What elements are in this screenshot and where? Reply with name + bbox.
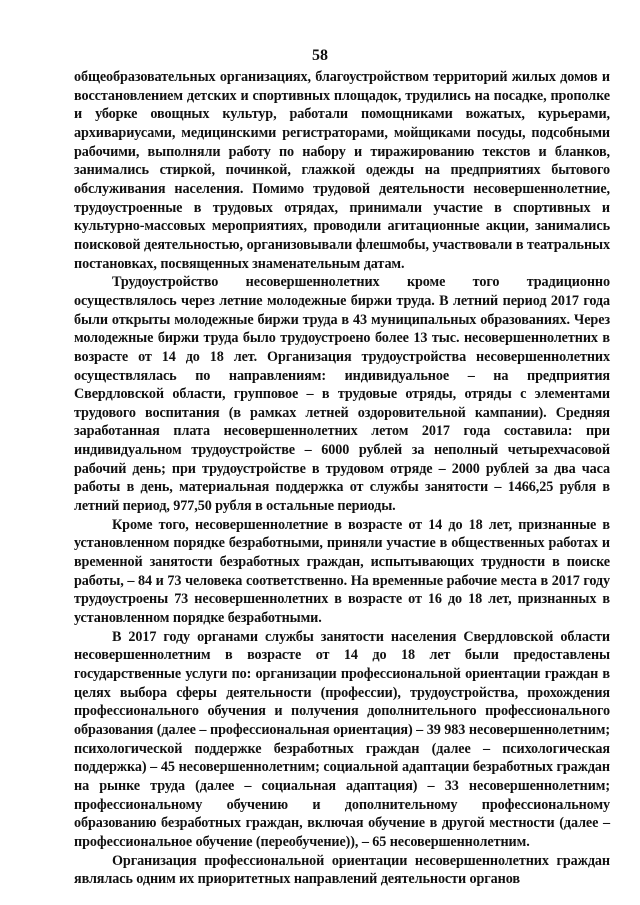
paragraph-unemployed-minors: Кроме того, несовершеннолетние в возрасте от 14 до 18 лет, признанные в установленном порядке безработными, приняли участие в общественных работах и временной занятости безработных граждан, испытывающих трудности в поиске работы, – 84 и 73 человека соответственно. На временные рабочие места в 2017 году трудоустроены 73 несовершеннолетних в возрасте от 16 до 18 лет, признанных в установленном порядке безработными. <box>74 516 610 627</box>
paragraph-career-guidance: Организация профессиональной ориентации несовершеннолетних граждан являлась одним их приоритетных направлений деятельности органов <box>74 852 610 888</box>
paragraph-youth-labor-exchanges: Трудоустройство несовершеннолетних кроме того традиционно осуществлялось через летние молодежные биржи труда. В летний период 2017 года были открыты молодежные биржи труда в 43 муниципальных образованиях. Через молодежные биржи труда было трудоустроено более 13 тыс. несовершеннолетних в возрасте от 14 до 18 лет. Организация трудоустройства несовершеннолетних осуществлялась по направлениям: индивидуальное – на предприятия Свердловской области, групповое – в трудовые отряды, отряды с элементами трудового воспитания (в рамках летней оздоровительной кампании). Средняя заработанная плата несовершеннолетних летом 2017 года составила: при индивидуальном трудоустройстве – 6000 рублей за неполный четырехчасовой рабочий день; при трудоустройстве в трудовом отряде – 2000 рублей за два часа работы в день, материальная поддержка от службы занятости – 1466,25 рубля в летний период, 977,50 рубля в остальные периоды. <box>74 274 610 515</box>
paragraph-employment-services: В 2017 году органами службы занятости населения Свердловской области несовершеннолетним в возрасте от 14 до 18 лет были предоставлены государственные услуги по: организации профессиональной ориентации граждан в целях выбора сферы деятельности (профессии), трудоустройства, прохождения профессионального обучения и получения дополнительного профессионального образования (далее – профессиональная ориентация) – 39 983 несовершеннолетним; психологической поддержке безработных граждан (далее – психологическая поддержка) – 45 несовершеннолетним; социальной адаптации безработных граждан на рынке труда (далее – социальная адаптация) – 33 несовершеннолетним; профессиональному обучению и дополнительному профессиональному образованию безработных граждан, включая обучение в другой местности (далее – профессиональное обучение (переобучение)), – 65 несовершеннолетним. <box>74 628 610 850</box>
page-number: 58 <box>312 47 328 64</box>
body-text <box>74 68 610 889</box>
paragraph-summer-work-activities: общеобразовательных организациях, благоустройством территорий жилых домов и восстановлением детских и спортивных площадок, трудились на посадке, прополке и уборке овощных культур, работали помощниками вожатых, курьерами, архивариусами, медицинскими регистраторами, мойщиками посуды, подсобными рабочими, выполняли работу по набору и тиражированию текстов и бланков, занимались стиркой, починкой, глажкой одежды на предприятиях бытового обслуживания населения. Помимо трудовой деятельности несовершеннолетние, трудоустроенные в трудовых отрядах, принимали участие в спортивных и культурно-массовых мероприятиях, проводили агитационные акции, занимались поисковой деятельностью, организовывали флешмобы, участвовали в театральных постановках, посвященных знаменательным датам. <box>74 69 610 272</box>
